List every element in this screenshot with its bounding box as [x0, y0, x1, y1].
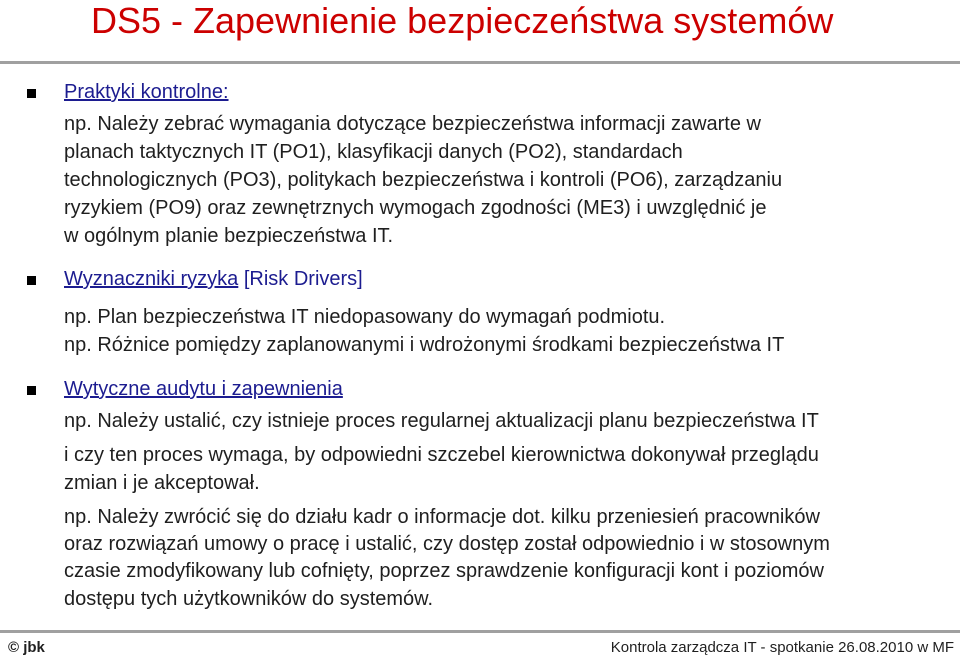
section-line: np. Należy zebrać wymagania dotyczące bezpieczeństwa informacji zawarte w — [64, 113, 761, 135]
section-line: oraz rozwiązań umowy o pracę i ustalić, czy dostęp został odpowiednio i w stosownym — [64, 533, 830, 555]
footer-divider — [0, 630, 960, 633]
bullet-square-icon — [27, 386, 36, 395]
bullet-square-icon — [27, 89, 36, 98]
footer-copyright: © jbk — [8, 639, 45, 656]
section-line: planach taktycznych IT (PO1), klasyfikacji danych (PO2), standardach — [64, 141, 683, 163]
section-line: dostępu tych użytkowników do systemów. — [64, 588, 434, 610]
risk-drivers-english: [Risk Drivers] — [238, 268, 363, 290]
section-line: zmian i je akceptował. — [64, 472, 260, 494]
section-line: ryzykiem (PO9) oraz zewnętrznych wymogach zgodności (ME3) i uwzględnić je — [64, 197, 767, 219]
section-line: np. Różnice pomiędzy zaplanowanymi i wdrożonymi środkami bezpieczeństwa IT — [64, 334, 785, 356]
slide-title: DS5 - Zapewnienie bezpieczeństwa systemów — [91, 0, 834, 41]
title-divider — [0, 61, 960, 64]
section-line: np. Należy ustalić, czy istnieje proces regularnej aktualizacji planu bezpieczeństwa IT — [64, 410, 819, 432]
section-line: technologicznych (PO3), politykach bezpieczeństwa i kontroli (PO6), zarządzaniu — [64, 169, 783, 191]
section-line: czasie zmodyfikowany lub cofnięty, poprzez sprawdzenie konfiguracji kont i poziomów — [64, 560, 824, 582]
section-heading-audit-guidelines: Wytyczne audytu i zapewnienia — [64, 378, 343, 400]
section-heading-risk-drivers — [64, 267, 363, 291]
section-line: np. Plan bezpieczeństwa IT niedopasowany do wymagań podmiotu. — [64, 306, 666, 328]
risk-drivers-label: Wyznaczniki ryzyka — [64, 268, 239, 290]
footer-event: Kontrola zarządcza IT - spotkanie 26.08.2010 w MF — [610, 639, 954, 656]
section-line: np. Należy zwrócić się do działu kadr o informacje dot. kilku przeniesień pracowników — [64, 506, 820, 528]
section-line: i czy ten proces wymaga, by odpowiedni szczebel kierownictwa dokonywał przeglądu — [64, 444, 819, 466]
section-heading-controls: Praktyki kontrolne: — [64, 81, 229, 103]
section-line: w ogólnym planie bezpieczeństwa IT. — [64, 225, 394, 247]
bullet-square-icon — [27, 276, 36, 285]
